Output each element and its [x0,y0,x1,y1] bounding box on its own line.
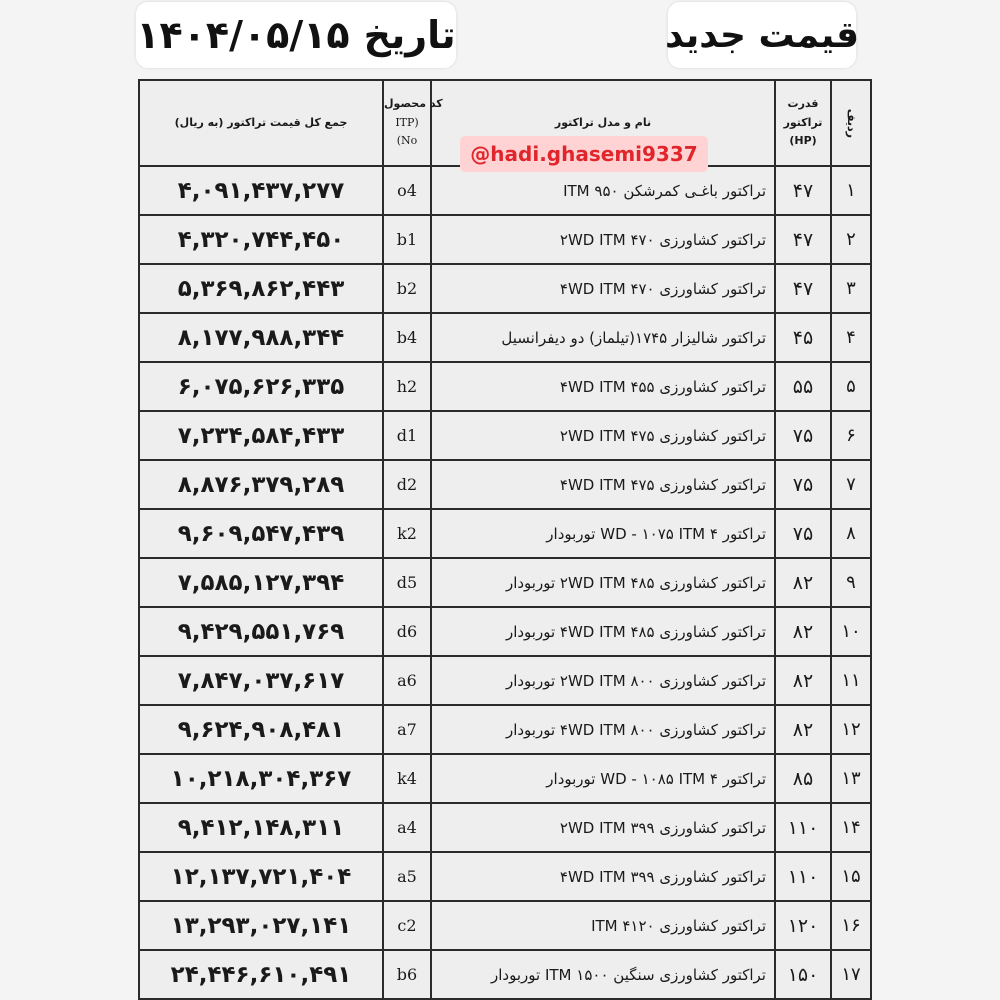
header-row-number: ردیف [831,80,871,166]
row-number-cell: ۲ [831,215,871,264]
tractor-name-cell: تراکتور کشاورزی ۴۷۰ ۴WD ITM [431,264,775,313]
table-row [139,950,871,999]
row-number-cell: ۴ [831,313,871,362]
new-price-title: قیمت جدید [668,2,856,68]
price-cell: ۷,۵۸۵,۱۲۷,۳۹۴ [139,558,383,607]
horsepower-cell: ۸۲ [775,656,831,705]
row-number-cell: ۹ [831,558,871,607]
row-number-cell: ۶ [831,411,871,460]
product-code-cell: a7 [383,705,431,754]
tractor-name-cell: تراکتور باغـی کمرشکن ۹۵۰ ITM [431,166,775,215]
product-code-cell: a4 [383,803,431,852]
tractor-name-cell: تراکتور کشاورزی ۴۷۰ ۲WD ITM [431,215,775,264]
header-tractor-name: نام و مدل تراکتور [431,80,775,166]
table-row [139,264,871,313]
price-cell: ۱۲,۱۳۷,۷۲۱,۴۰۴ [139,852,383,901]
header-total-price: جمع کل قیمت تراکتور (به ریال) [139,80,383,166]
table-row [139,166,871,215]
product-code-cell: d1 [383,411,431,460]
table-body [139,166,871,999]
table-row [139,558,871,607]
tractor-name-cell: تراکتور شالیزار ۱۷۴۵(تیلماز) دو دیفرانسیل [431,313,775,362]
table-row [139,313,871,362]
tractor-name-cell: تراکتور کشاورزی سنگین ۱۵۰۰ ITM توربودار [431,950,775,999]
row-number-cell: ۱۵ [831,852,871,901]
tractor-name-cell: تراکتور کشاورزی ۸۰۰ ۲WD ITM توربودار [431,656,775,705]
horsepower-cell: ۷۵ [775,411,831,460]
table-row [139,411,871,460]
price-cell: ۹,۴۲۹,۵۵۱,۷۶۹ [139,607,383,656]
horsepower-cell: ۷۵ [775,460,831,509]
table-row [139,656,871,705]
price-cell: ۵,۳۶۹,۸۶۲,۴۴۳ [139,264,383,313]
table-row [139,607,871,656]
product-code-cell: h2 [383,362,431,411]
table-row [139,754,871,803]
tractor-name-cell: تراکتور ۴ WD - ۱۰۸۵ ITM توربودار [431,754,775,803]
price-cell: ۲۴,۴۴۶,۶۱۰,۴۹۱ [139,950,383,999]
product-code-cell: b4 [383,313,431,362]
row-number-cell: ۸ [831,509,871,558]
price-cell: ۱۰,۲۱۸,۳۰۴,۳۶۷ [139,754,383,803]
horsepower-cell: ۵۵ [775,362,831,411]
row-number-cell: ۱۰ [831,607,871,656]
row-number-cell: ۱۶ [831,901,871,950]
date-value: ۱۴۰۴/۰۵/۱۵ [136,13,350,57]
horsepower-cell: ۴۷ [775,215,831,264]
product-code-cell: d6 [383,607,431,656]
tractor-name-cell: تراکتور کشاورزی ۴۷۵ ۴WD ITM [431,460,775,509]
horsepower-cell: ۴۵ [775,313,831,362]
table-row [139,705,871,754]
price-cell: ۱۳,۲۹۳,۰۲۷,۱۴۱ [139,901,383,950]
table-row [139,901,871,950]
horsepower-cell: ۸۲ [775,558,831,607]
price-cell: ۷,۸۴۷,۰۳۷,۶۱۷ [139,656,383,705]
product-code-cell: d2 [383,460,431,509]
product-code-cell: c2 [383,901,431,950]
horsepower-cell: ۱۱۰ [775,803,831,852]
tractor-name-cell: تراکتور کشاورزی ۴۷۵ ۲WD ITM [431,411,775,460]
product-code-cell: k4 [383,754,431,803]
price-cell: ۸,۱۷۷,۹۸۸,۳۴۴ [139,313,383,362]
horsepower-cell: ۸۲ [775,705,831,754]
tractor-name-cell: تراکتور کشاورزی ۴۸۵ ۲WD ITM توربودار [431,558,775,607]
tractor-name-cell: تراکتور کشاورزی ۴۸۵ ۴WD ITM توربودار [431,607,775,656]
row-number-cell: ۵ [831,362,871,411]
price-cell: ۴,۳۲۰,۷۴۴,۴۵۰ [139,215,383,264]
tractor-name-cell: تراکتور کشاورزی ۳۹۹ ۲WD ITM [431,803,775,852]
price-cell: ۶,۰۷۵,۶۲۶,۳۳۵ [139,362,383,411]
header-horsepower: قدرت تراکتور (HP) [775,80,831,166]
horsepower-cell: ۱۱۰ [775,852,831,901]
price-cell: ۹,۶۲۴,۹۰۸,۴۸۱ [139,705,383,754]
product-code-cell: b2 [383,264,431,313]
horsepower-cell: ۱۵۰ [775,950,831,999]
horsepower-cell: ۴۷ [775,166,831,215]
price-cell: ۸,۸۷۶,۳۷۹,۲۸۹ [139,460,383,509]
product-code-cell: b1 [383,215,431,264]
horsepower-cell: ۸۵ [775,754,831,803]
table-row [139,362,871,411]
date-label: تاریخ [363,13,456,57]
table-row [139,460,871,509]
product-code-cell: d5 [383,558,431,607]
tractor-name-cell: تراکتور ۴ WD - ۱۰۷۵ ITM توربودار [431,509,775,558]
horsepower-cell: ۸۲ [775,607,831,656]
product-code-cell: a6 [383,656,431,705]
table-row [139,803,871,852]
table-row [139,215,871,264]
price-cell: ۹,۶۰۹,۵۴۷,۴۳۹ [139,509,383,558]
row-number-cell: ۱۴ [831,803,871,852]
table-row [139,509,871,558]
tractor-name-cell: تراکتور کشاورزی ۸۰۰ ۴WD ITM توربودار [431,705,775,754]
row-number-cell: ۱ [831,166,871,215]
header-product-code: کد محصول ITP) (No [383,80,431,166]
price-cell: ۹,۴۱۲,۱۴۸,۳۱۱ [139,803,383,852]
row-number-cell: ۳ [831,264,871,313]
instagram-handle-badge: @hadi.ghasemi9337 [460,136,708,172]
price-cell: ۴,۰۹۱,۴۳۷,۲۷۷ [139,166,383,215]
product-code-cell: a5 [383,852,431,901]
tractor-price-table [138,79,872,1000]
product-code-cell: b6 [383,950,431,999]
tractor-name-cell: تراکتور کشاورزی ۳۹۹ ۴WD ITM [431,852,775,901]
product-code-cell: k2 [383,509,431,558]
table-row [139,852,871,901]
horsepower-cell: ۴۷ [775,264,831,313]
row-number-cell: ۱۲ [831,705,871,754]
product-code-cell: o4 [383,166,431,215]
row-number-cell: ۱۷ [831,950,871,999]
row-number-cell: ۱۱ [831,656,871,705]
row-number-cell: ۷ [831,460,871,509]
row-number-cell: ۱۳ [831,754,871,803]
date-title-box [136,2,456,68]
tractor-name-cell: تراکتور کشاورزی ۴۱۲۰ ITM [431,901,775,950]
horsepower-cell: ۱۲۰ [775,901,831,950]
tractor-name-cell: تراکتور کشاورزی ۴۵۵ ۴WD ITM [431,362,775,411]
price-cell: ۷,۲۳۴,۵۸۴,۴۳۳ [139,411,383,460]
horsepower-cell: ۷۵ [775,509,831,558]
